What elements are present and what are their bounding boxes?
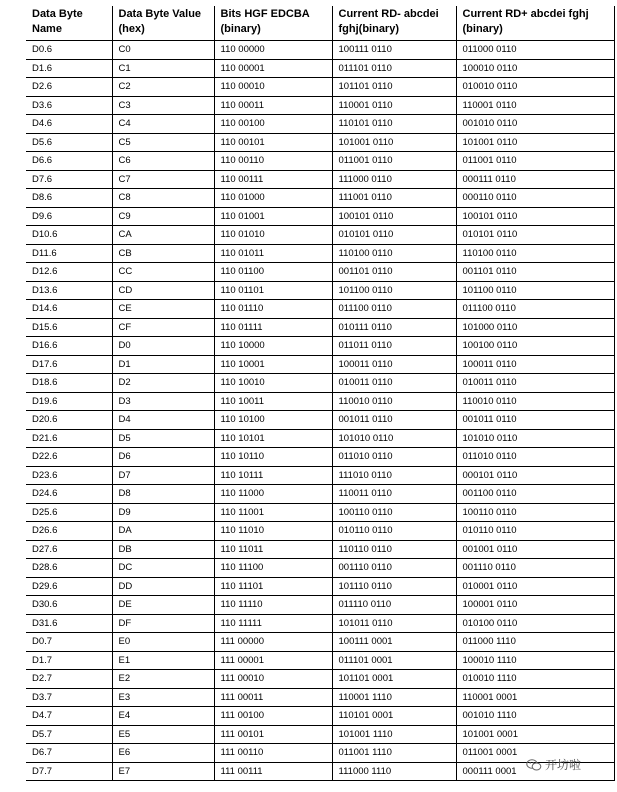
cell-rd-plus: 110100 0110 <box>456 244 614 263</box>
table-row <box>26 392 614 411</box>
cell-rd-plus: 101010 0110 <box>456 429 614 448</box>
cell-bits: 111 00111 <box>214 762 332 781</box>
cell-data-byte-value: E7 <box>112 762 214 781</box>
header-data-byte-name: Data Byte Name <box>26 6 112 41</box>
table-row <box>26 59 614 78</box>
cell-data-byte-name: D1.7 <box>26 651 112 670</box>
table-body <box>26 41 614 781</box>
table-row <box>26 522 614 541</box>
table-row <box>26 411 614 430</box>
cell-data-byte-name: D15.6 <box>26 318 112 337</box>
cell-data-byte-name: D5.7 <box>26 725 112 744</box>
cell-data-byte-value: D7 <box>112 466 214 485</box>
table-row <box>26 670 614 689</box>
cell-rd-plus: 000111 0110 <box>456 170 614 189</box>
cell-rd-minus: 011010 0110 <box>332 448 456 467</box>
table-row <box>26 170 614 189</box>
cell-data-byte-name: D10.6 <box>26 226 112 245</box>
cell-rd-minus: 110110 0110 <box>332 540 456 559</box>
cell-bits: 110 10101 <box>214 429 332 448</box>
cell-data-byte-value: D9 <box>112 503 214 522</box>
table-row <box>26 429 614 448</box>
table-row <box>26 503 614 522</box>
cell-data-byte-name: D0.6 <box>26 41 112 60</box>
cell-rd-minus: 100011 0110 <box>332 355 456 374</box>
cell-rd-plus: 110010 0110 <box>456 392 614 411</box>
cell-rd-plus: 010010 0110 <box>456 78 614 97</box>
cell-data-byte-name: D7.6 <box>26 170 112 189</box>
cell-rd-plus: 001010 1110 <box>456 707 614 726</box>
cell-rd-minus: 100110 0110 <box>332 503 456 522</box>
cell-rd-minus: 110100 0110 <box>332 244 456 263</box>
cell-data-byte-name: D2.7 <box>26 670 112 689</box>
cell-bits: 111 00101 <box>214 725 332 744</box>
cell-data-byte-value: D4 <box>112 411 214 430</box>
cell-bits: 110 00101 <box>214 133 332 152</box>
cell-rd-minus: 101101 0110 <box>332 78 456 97</box>
cell-data-byte-name: D20.6 <box>26 411 112 430</box>
cell-data-byte-value: E6 <box>112 744 214 763</box>
table-row <box>26 281 614 300</box>
cell-rd-minus: 111001 0110 <box>332 189 456 208</box>
cell-data-byte-value: C8 <box>112 189 214 208</box>
cell-bits: 111 00001 <box>214 651 332 670</box>
cell-bits: 110 00110 <box>214 152 332 171</box>
table-row <box>26 152 614 171</box>
cell-data-byte-value: CD <box>112 281 214 300</box>
cell-rd-minus: 011100 0110 <box>332 300 456 319</box>
cell-bits: 111 00110 <box>214 744 332 763</box>
cell-data-byte-value: D5 <box>112 429 214 448</box>
cell-rd-minus: 100111 0110 <box>332 41 456 60</box>
cell-data-byte-name: D3.6 <box>26 96 112 115</box>
table-row <box>26 485 614 504</box>
cell-data-byte-name: D14.6 <box>26 300 112 319</box>
cell-rd-minus: 010111 0110 <box>332 318 456 337</box>
cell-rd-minus: 010110 0110 <box>332 522 456 541</box>
table-row <box>26 244 614 263</box>
cell-data-byte-name: D6.7 <box>26 744 112 763</box>
cell-rd-plus: 100001 0110 <box>456 596 614 615</box>
cell-rd-plus: 100010 1110 <box>456 651 614 670</box>
cell-rd-plus: 100110 0110 <box>456 503 614 522</box>
cell-rd-plus: 010110 0110 <box>456 522 614 541</box>
cell-data-byte-name: D26.6 <box>26 522 112 541</box>
cell-data-byte-name: D0.7 <box>26 633 112 652</box>
cell-data-byte-value: DF <box>112 614 214 633</box>
cell-rd-minus: 101001 0110 <box>332 133 456 152</box>
cell-bits: 110 01000 <box>214 189 332 208</box>
cell-data-byte-value: D0 <box>112 337 214 356</box>
cell-data-byte-name: D7.7 <box>26 762 112 781</box>
cell-bits: 110 10011 <box>214 392 332 411</box>
cell-rd-plus: 000111 0001 <box>456 762 614 781</box>
cell-data-byte-value: DC <box>112 559 214 578</box>
cell-rd-plus: 010010 1110 <box>456 670 614 689</box>
cell-rd-minus: 110001 0110 <box>332 96 456 115</box>
table-row <box>26 78 614 97</box>
cell-data-byte-name: D3.7 <box>26 688 112 707</box>
cell-bits: 110 11110 <box>214 596 332 615</box>
cell-data-byte-value: DB <box>112 540 214 559</box>
table-row <box>26 707 614 726</box>
cell-bits: 110 11100 <box>214 559 332 578</box>
cell-rd-minus: 011001 0110 <box>332 152 456 171</box>
cell-data-byte-name: D4.6 <box>26 115 112 134</box>
cell-bits: 110 00010 <box>214 78 332 97</box>
table-row <box>26 96 614 115</box>
cell-data-byte-name: D12.6 <box>26 263 112 282</box>
header-current-rd-plus: Current RD+ abcdei fghj (binary) <box>456 6 614 41</box>
cell-rd-plus: 011010 0110 <box>456 448 614 467</box>
cell-rd-plus: 011001 0110 <box>456 152 614 171</box>
cell-bits: 110 01110 <box>214 300 332 319</box>
cell-bits: 110 00011 <box>214 96 332 115</box>
cell-rd-plus: 101001 0110 <box>456 133 614 152</box>
cell-bits: 111 00100 <box>214 707 332 726</box>
cell-data-byte-value: E1 <box>112 651 214 670</box>
table-row <box>26 559 614 578</box>
cell-bits: 111 00000 <box>214 633 332 652</box>
table-row <box>26 633 614 652</box>
cell-rd-minus: 011110 0110 <box>332 596 456 615</box>
cell-rd-minus: 101100 0110 <box>332 281 456 300</box>
cell-rd-plus: 101001 0001 <box>456 725 614 744</box>
cell-rd-minus: 100101 0110 <box>332 207 456 226</box>
cell-data-byte-value: C0 <box>112 41 214 60</box>
table-row <box>26 614 614 633</box>
cell-rd-minus: 011011 0110 <box>332 337 456 356</box>
cell-rd-minus: 011001 1110 <box>332 744 456 763</box>
cell-data-byte-name: D22.6 <box>26 448 112 467</box>
cell-data-byte-value: C7 <box>112 170 214 189</box>
cell-data-byte-value: CE <box>112 300 214 319</box>
encoding-table <box>26 6 615 781</box>
cell-data-byte-name: D8.6 <box>26 189 112 208</box>
cell-data-byte-value: D3 <box>112 392 214 411</box>
cell-data-byte-name: D31.6 <box>26 614 112 633</box>
table-row <box>26 115 614 134</box>
cell-rd-plus: 000101 0110 <box>456 466 614 485</box>
cell-rd-minus: 110011 0110 <box>332 485 456 504</box>
cell-data-byte-name: D19.6 <box>26 392 112 411</box>
cell-rd-minus: 100111 0001 <box>332 633 456 652</box>
table-row <box>26 318 614 337</box>
table-row <box>26 226 614 245</box>
cell-rd-plus: 001100 0110 <box>456 485 614 504</box>
cell-rd-plus: 011100 0110 <box>456 300 614 319</box>
cell-data-byte-name: D17.6 <box>26 355 112 374</box>
table-row <box>26 41 614 60</box>
cell-data-byte-name: D23.6 <box>26 466 112 485</box>
cell-data-byte-name: D2.6 <box>26 78 112 97</box>
cell-data-byte-name: D30.6 <box>26 596 112 615</box>
cell-rd-plus: 001110 0110 <box>456 559 614 578</box>
cell-rd-plus: 011000 1110 <box>456 633 614 652</box>
cell-rd-plus: 010100 0110 <box>456 614 614 633</box>
cell-data-byte-value: D1 <box>112 355 214 374</box>
cell-rd-minus: 101010 0110 <box>332 429 456 448</box>
cell-bits: 110 11000 <box>214 485 332 504</box>
cell-data-byte-name: D28.6 <box>26 559 112 578</box>
cell-rd-plus: 001010 0110 <box>456 115 614 134</box>
cell-bits: 110 11011 <box>214 540 332 559</box>
cell-bits: 110 01111 <box>214 318 332 337</box>
cell-bits: 110 10110 <box>214 448 332 467</box>
cell-bits: 110 10000 <box>214 337 332 356</box>
cell-bits: 110 10010 <box>214 374 332 393</box>
cell-rd-minus: 001110 0110 <box>332 559 456 578</box>
cell-rd-minus: 110101 0110 <box>332 115 456 134</box>
watermark-text: 开坊啦 <box>545 758 582 772</box>
cell-rd-minus: 111000 1110 <box>332 762 456 781</box>
cell-rd-minus: 110001 1110 <box>332 688 456 707</box>
cell-rd-minus: 101101 0001 <box>332 670 456 689</box>
cell-bits: 111 00011 <box>214 688 332 707</box>
cell-data-byte-value: E2 <box>112 670 214 689</box>
cell-data-byte-value: C9 <box>112 207 214 226</box>
cell-data-byte-name: D4.7 <box>26 707 112 726</box>
cell-bits: 110 10100 <box>214 411 332 430</box>
cell-bits: 110 00111 <box>214 170 332 189</box>
cell-rd-minus: 111010 0110 <box>332 466 456 485</box>
cell-data-byte-name: D24.6 <box>26 485 112 504</box>
cell-rd-plus: 001011 0110 <box>456 411 614 430</box>
table-header-row <box>26 6 614 41</box>
cell-data-byte-value: CF <box>112 318 214 337</box>
cell-data-byte-name: D6.6 <box>26 152 112 171</box>
cell-data-byte-name: D29.6 <box>26 577 112 596</box>
header-data-byte-value: Data Byte Value (hex) <box>112 6 214 41</box>
cell-rd-minus: 001011 0110 <box>332 411 456 430</box>
watermark <box>526 756 581 773</box>
cell-data-byte-value: E0 <box>112 633 214 652</box>
cell-rd-minus: 111000 0110 <box>332 170 456 189</box>
table-row <box>26 688 614 707</box>
cell-rd-plus: 001001 0110 <box>456 540 614 559</box>
cell-data-byte-value: DD <box>112 577 214 596</box>
cell-bits: 110 01011 <box>214 244 332 263</box>
wechat-icon <box>526 759 542 771</box>
table-row <box>26 300 614 319</box>
cell-data-byte-value: E3 <box>112 688 214 707</box>
table-row <box>26 448 614 467</box>
cell-bits: 110 01101 <box>214 281 332 300</box>
table-row <box>26 337 614 356</box>
cell-bits: 110 01001 <box>214 207 332 226</box>
cell-rd-plus: 110001 0110 <box>456 96 614 115</box>
cell-bits: 110 10111 <box>214 466 332 485</box>
cell-data-byte-value: C3 <box>112 96 214 115</box>
cell-bits: 110 11010 <box>214 522 332 541</box>
cell-data-byte-value: C2 <box>112 78 214 97</box>
cell-data-byte-value: D8 <box>112 485 214 504</box>
table-row <box>26 466 614 485</box>
cell-rd-plus: 010101 0110 <box>456 226 614 245</box>
cell-bits: 110 10001 <box>214 355 332 374</box>
table-row <box>26 263 614 282</box>
cell-data-byte-name: D21.6 <box>26 429 112 448</box>
table-row <box>26 725 614 744</box>
cell-rd-plus: 010011 0110 <box>456 374 614 393</box>
cell-rd-minus: 010011 0110 <box>332 374 456 393</box>
cell-rd-plus: 100101 0110 <box>456 207 614 226</box>
cell-data-byte-value: DE <box>112 596 214 615</box>
cell-rd-minus: 110101 0001 <box>332 707 456 726</box>
cell-bits: 110 01100 <box>214 263 332 282</box>
table-row <box>26 540 614 559</box>
cell-data-byte-value: E5 <box>112 725 214 744</box>
cell-data-byte-name: D11.6 <box>26 244 112 263</box>
cell-data-byte-name: D18.6 <box>26 374 112 393</box>
cell-rd-minus: 110010 0110 <box>332 392 456 411</box>
cell-rd-plus: 100011 0110 <box>456 355 614 374</box>
cell-data-byte-name: D25.6 <box>26 503 112 522</box>
table-row <box>26 577 614 596</box>
header-current-rd-minus: Current RD- abcdei fghj(binary) <box>332 6 456 41</box>
cell-bits: 110 11111 <box>214 614 332 633</box>
cell-data-byte-value: C6 <box>112 152 214 171</box>
cell-rd-minus: 101110 0110 <box>332 577 456 596</box>
cell-rd-minus: 001101 0110 <box>332 263 456 282</box>
cell-rd-plus: 001101 0110 <box>456 263 614 282</box>
cell-data-byte-value: D2 <box>112 374 214 393</box>
cell-bits: 110 00100 <box>214 115 332 134</box>
cell-rd-plus: 100010 0110 <box>456 59 614 78</box>
cell-bits: 110 11001 <box>214 503 332 522</box>
cell-data-byte-name: D13.6 <box>26 281 112 300</box>
cell-data-byte-name: D1.6 <box>26 59 112 78</box>
cell-data-byte-value: CB <box>112 244 214 263</box>
table-row <box>26 207 614 226</box>
cell-rd-plus: 101000 0110 <box>456 318 614 337</box>
cell-rd-plus: 011001 0001 <box>456 744 614 763</box>
cell-rd-plus: 011000 0110 <box>456 41 614 60</box>
cell-rd-plus: 110001 0001 <box>456 688 614 707</box>
cell-rd-plus: 010001 0110 <box>456 577 614 596</box>
cell-data-byte-value: C5 <box>112 133 214 152</box>
cell-rd-plus: 000110 0110 <box>456 189 614 208</box>
cell-rd-plus: 101100 0110 <box>456 281 614 300</box>
table-row <box>26 596 614 615</box>
cell-data-byte-name: D9.6 <box>26 207 112 226</box>
cell-data-byte-value: C4 <box>112 115 214 134</box>
cell-data-byte-value: C1 <box>112 59 214 78</box>
table-row <box>26 189 614 208</box>
cell-bits: 110 11101 <box>214 577 332 596</box>
cell-rd-minus: 011101 0001 <box>332 651 456 670</box>
cell-bits: 111 00010 <box>214 670 332 689</box>
header-bits-hgf-edcba: Bits HGF EDCBA (binary) <box>214 6 332 41</box>
cell-rd-minus: 101011 0110 <box>332 614 456 633</box>
cell-data-byte-value: CA <box>112 226 214 245</box>
cell-bits: 110 00001 <box>214 59 332 78</box>
cell-data-byte-value: D6 <box>112 448 214 467</box>
cell-data-byte-value: CC <box>112 263 214 282</box>
cell-data-byte-value: E4 <box>112 707 214 726</box>
cell-bits: 110 01010 <box>214 226 332 245</box>
table-row <box>26 374 614 393</box>
cell-data-byte-name: D27.6 <box>26 540 112 559</box>
cell-data-byte-name: D5.6 <box>26 133 112 152</box>
table-row <box>26 133 614 152</box>
cell-rd-minus: 011101 0110 <box>332 59 456 78</box>
cell-rd-minus: 101001 1110 <box>332 725 456 744</box>
table-row <box>26 355 614 374</box>
cell-rd-minus: 010101 0110 <box>332 226 456 245</box>
cell-data-byte-value: DA <box>112 522 214 541</box>
cell-bits: 110 00000 <box>214 41 332 60</box>
cell-data-byte-name: D16.6 <box>26 337 112 356</box>
cell-rd-plus: 100100 0110 <box>456 337 614 356</box>
table-row <box>26 651 614 670</box>
